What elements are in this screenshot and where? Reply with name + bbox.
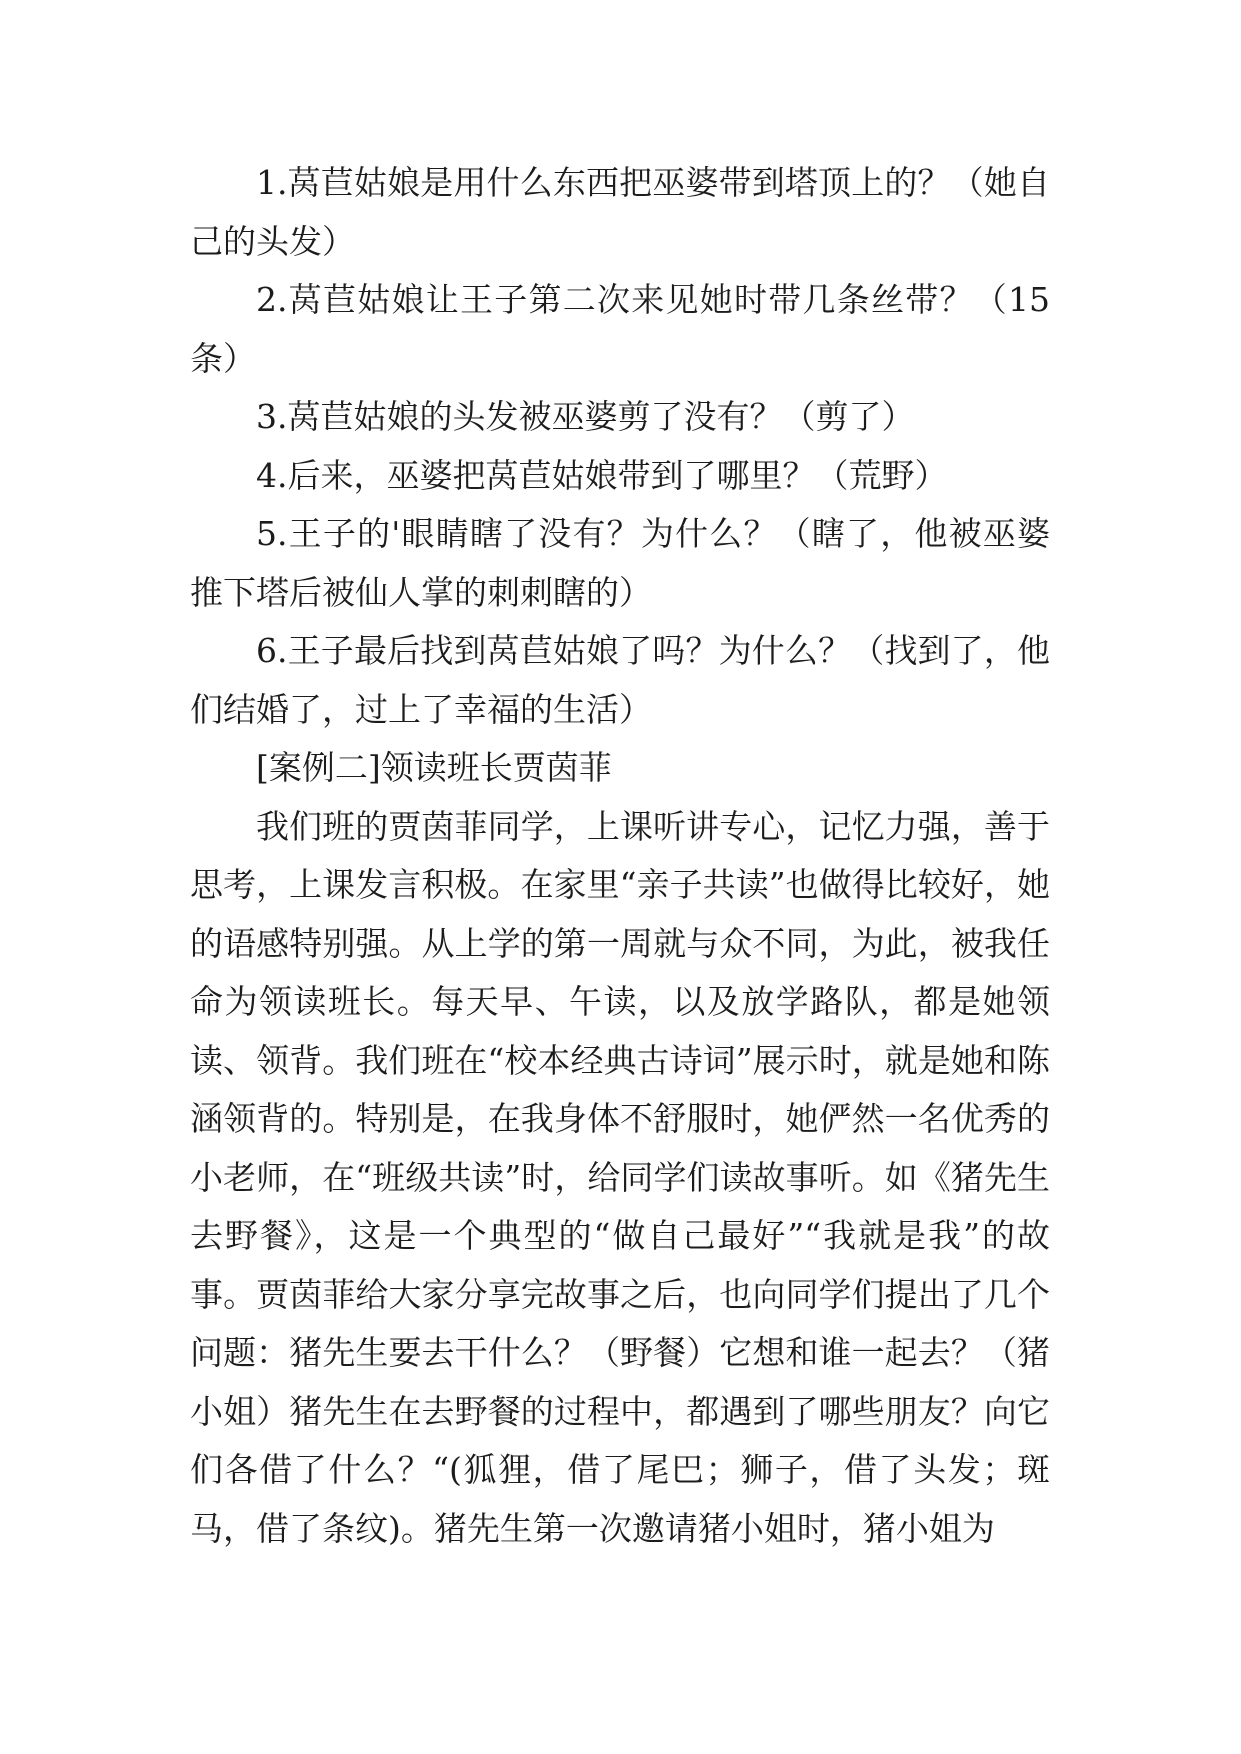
case-body-paragraph: 我们班的贾茵菲同学，上课听讲专心，记忆力强，善于思考，上课发言积极。在家里“亲子共读”也做得比较好，她的语感特别强。从上学的第一周就与众不同，为此，被我任命为领读班长。每天早、午读，以及放学路队，都是她领读、领背。我们班在“校本经典古诗词”展示时，就是她和陈涵领背的。特别是，在我身体不舒服时，她俨然一名优秀的小老师，在“班级共读”时，给同学们读故事听。如《猪先生去野餐》，这是一个典型的“做自己最好”“我就是我”的故事。贾茵菲给大家分享完故事之后，也向同学们提出了几个问题：猪先生要去干什么？（野餐）它想和谁一起去？（猪小姐）猪先生在去野餐的过程中，都遇到了哪些朋友？向它们各借了什么？“(狐狸，借了尾巴；狮子，借了头发；斑马，借了条纹)。猪先生第一次邀请猪小姐时，猪小姐为 bbox=[190, 806, 1050, 1548]
question-1: 1.莴苣姑娘是用什么东西把巫婆带到塔顶上的？（她自己的头发） bbox=[190, 163, 1050, 261]
question-4: 4.后来，巫婆把莴苣姑娘带到了哪里？（荒野） bbox=[256, 455, 948, 495]
question-2: 2.莴苣姑娘让王子第二次来见她时带几条丝带？（15条） bbox=[190, 280, 1050, 378]
document-body bbox=[190, 154, 1050, 1558]
question-5: 5.王子的'眼睛瞎了没有？为什么？（瞎了，他被巫婆推下塔后被仙人掌的刺刺瞎的） bbox=[190, 514, 1050, 612]
question-3: 3.莴苣姑娘的头发被巫婆剪了没有？（剪了） bbox=[256, 397, 915, 436]
question-6: 6.王子最后找到莴苣姑娘了吗？为什么？（找到了，他们结婚了，过上了幸福的生活） bbox=[190, 631, 1050, 729]
case-heading: [案例二]领读班长贾茵菲 bbox=[256, 748, 612, 787]
